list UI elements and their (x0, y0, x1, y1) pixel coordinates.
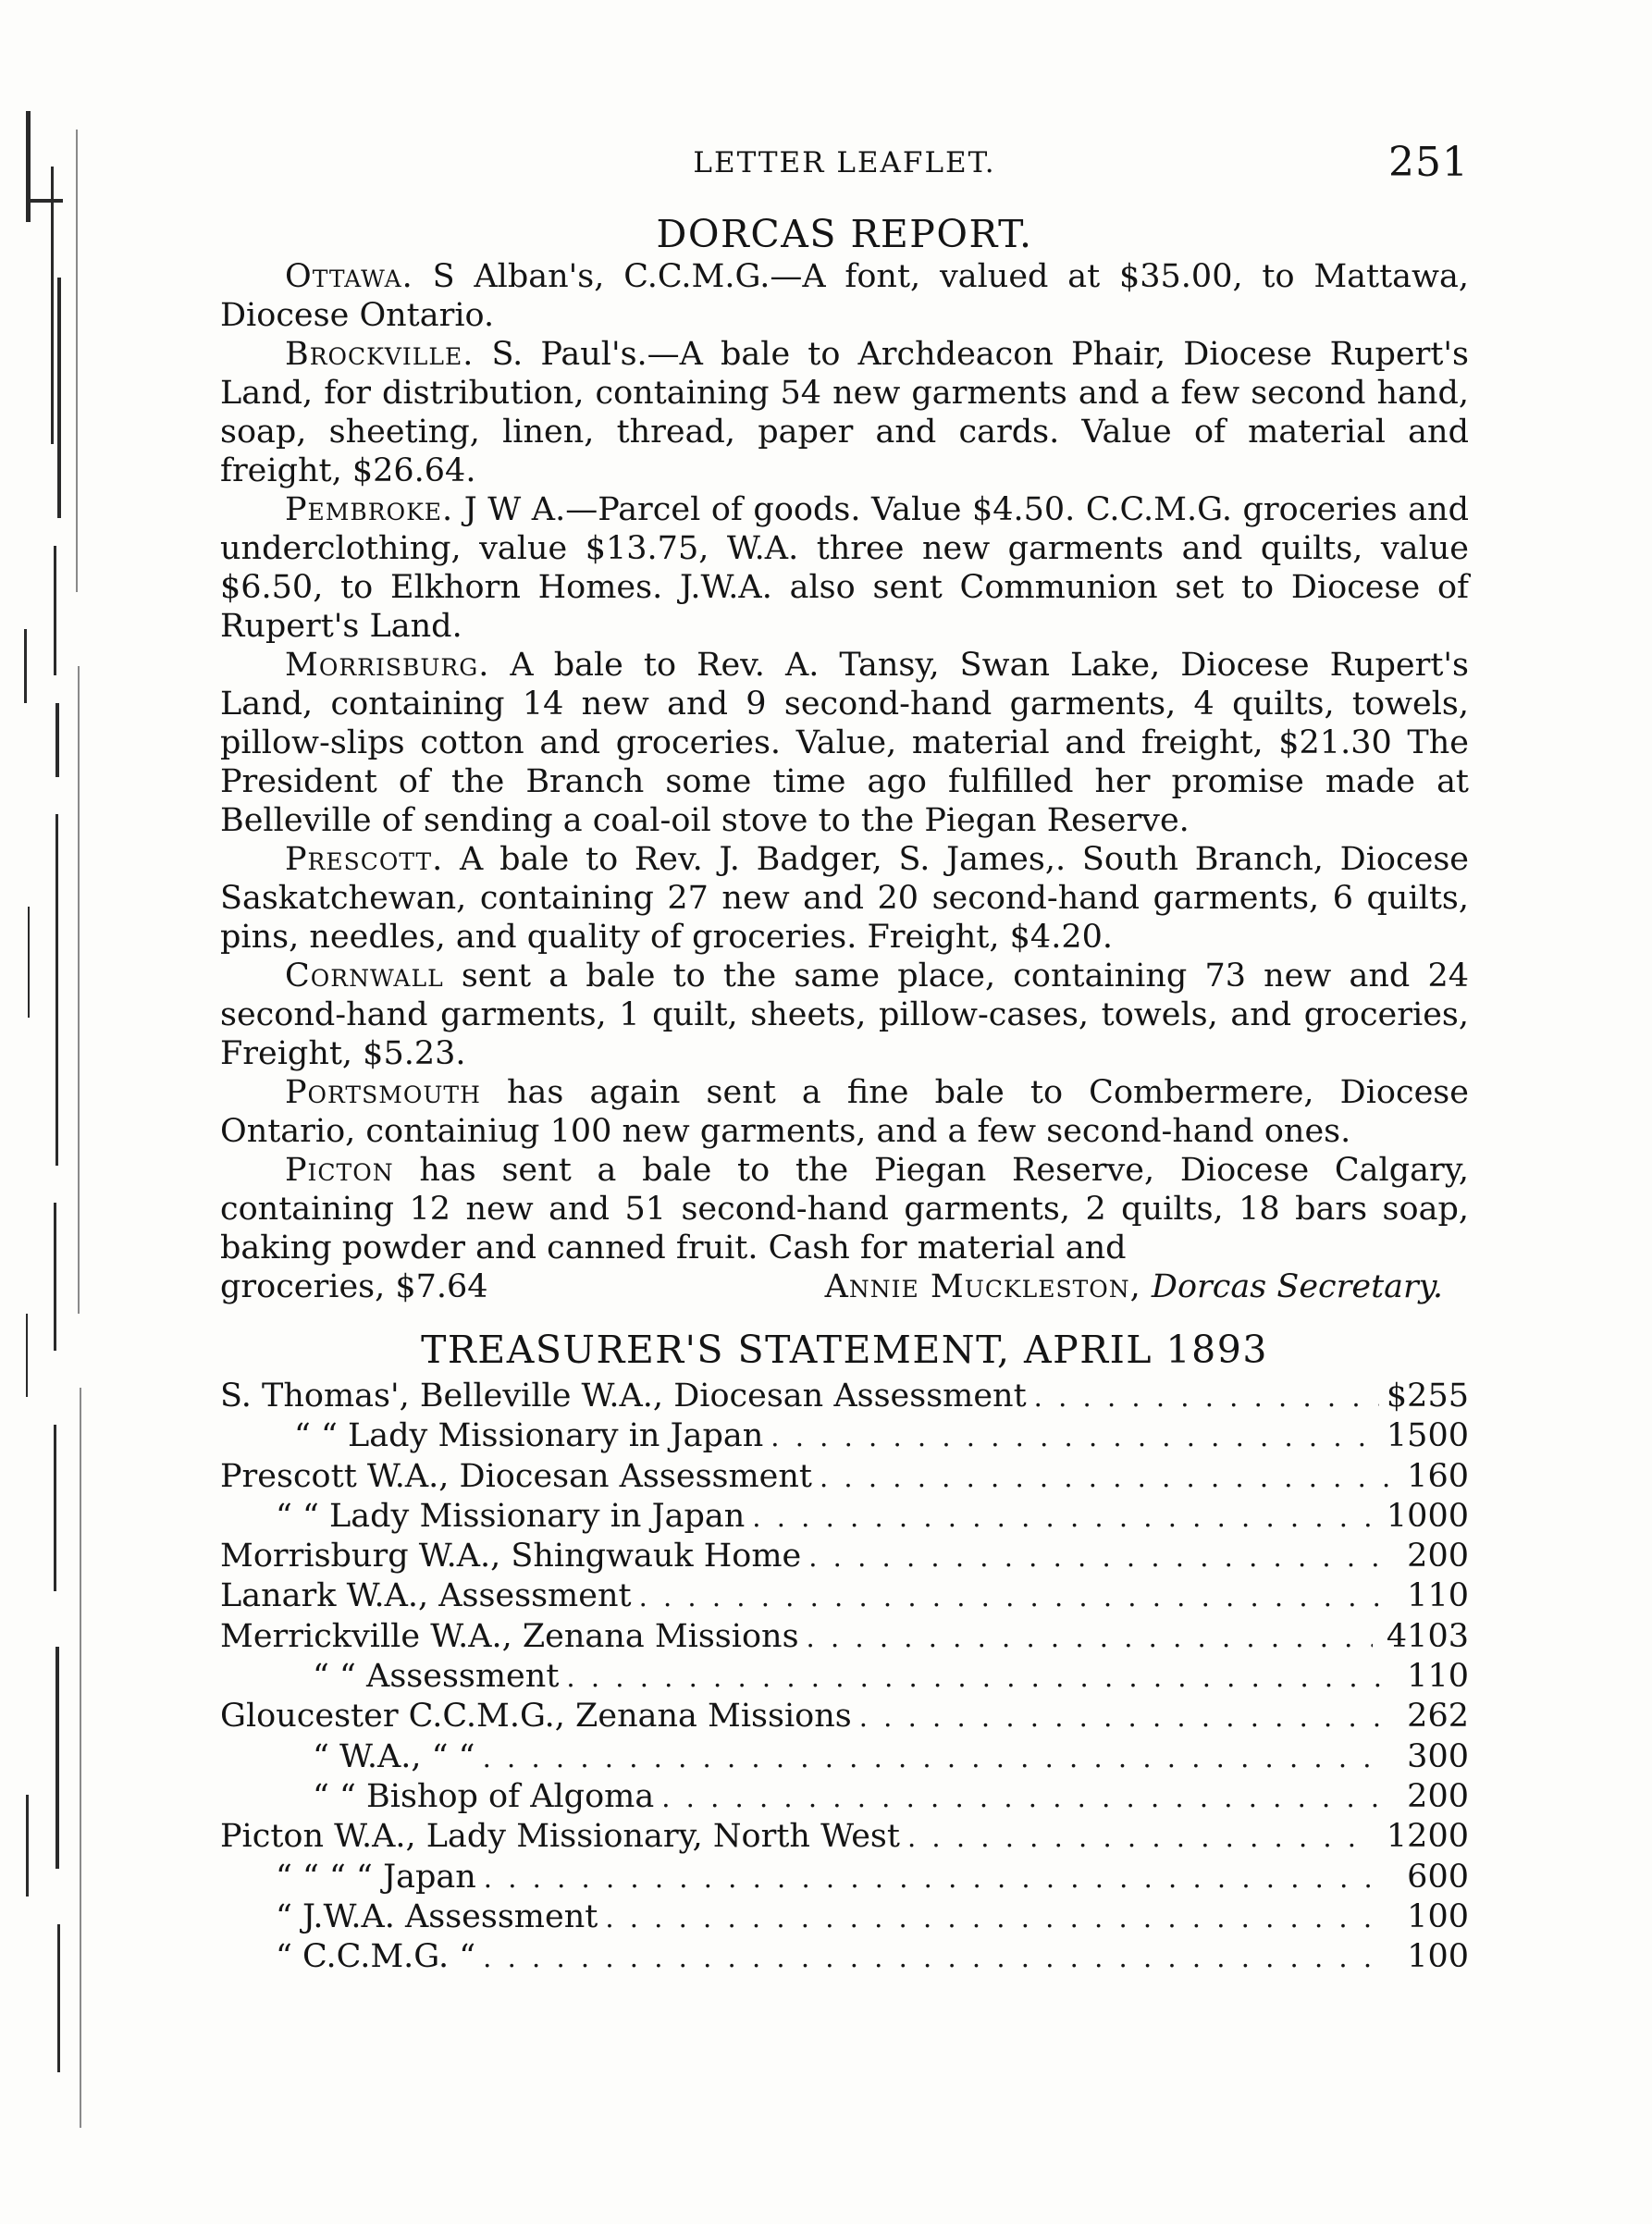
treasurer-ledger (220, 1377, 1469, 1977)
entry-text: A bale to Rev. A. Tansy, Swan Lake, Diocese Rupert's Land, containing 14 new and 9 second-hand garments, 4 quilts, towels, pillow-slips cotton and groceries. Value, material and freight, $21.30 The President of the Branch some time ago fulfilled her promise made at Belleville of sending a coal-oil stove to the Piegan Reserve. (220, 647, 1469, 839)
ledger-row (220, 1617, 1469, 1657)
signer-title: Dorcas Secretary. (1151, 1268, 1443, 1305)
ledger-cents: 00 (1427, 1818, 1469, 1856)
ledger-dollars: 2 (1407, 1698, 1428, 1736)
ledger-cents: 03 (1427, 1617, 1469, 1655)
leader-dots (605, 1898, 1387, 1937)
entry-text: S. Paul's.—A bale to Archdeacon Phair, Diocese Rupert's Land, for distribution, containing 54 new garments and a few second hand, soap, sheeting, linen, thread, paper and cards. Value of material and freight, $26.64. (220, 336, 1469, 489)
ledger-label: Picton W.A., Lady Missionary, North West (220, 1818, 900, 1856)
signer-name: Annie Muckleston, (824, 1268, 1141, 1305)
dorcas-entry (220, 335, 1469, 490)
binding-edge-scan-artifact (0, 111, 111, 2220)
dorcas-signature-line (220, 1267, 1469, 1306)
entry-place: Portsmouth (285, 1074, 481, 1111)
closing-text: groceries, $7.64 (220, 1268, 488, 1305)
ledger-row (220, 1737, 1469, 1777)
ledger-cents: 00 (1427, 1777, 1469, 1815)
ledger-cents: 00 (1427, 1497, 1469, 1535)
ledger-row (220, 1858, 1469, 1897)
ledger-dollars: 1 (1407, 1577, 1428, 1615)
ledger-row (220, 1537, 1469, 1576)
ledger-label: “ “ Lady Missionary in Japan (276, 1497, 746, 1535)
ledger-dollars: 10 (1386, 1497, 1428, 1535)
ledger-label: “ C.C.M.G. “ (276, 1938, 476, 1976)
ledger-dollars: 12 (1386, 1818, 1428, 1856)
ledger-dollars: 2 (1407, 1378, 1428, 1415)
leader-dots (483, 1738, 1383, 1777)
ledger-dollars: 1 (1407, 1897, 1428, 1935)
leader-dots (808, 1538, 1393, 1576)
ledger-cents: 62 (1427, 1698, 1469, 1736)
ledger-dollars: 41 (1386, 1617, 1428, 1655)
signature (825, 1267, 1443, 1306)
leader-dots (484, 1859, 1382, 1897)
ledger-dollars: 3 (1407, 1737, 1428, 1775)
dorcas-entry (220, 840, 1469, 957)
leader-dots (859, 1698, 1394, 1736)
entry-text: S Alban's, C.C.M.G.—A font, valued at $35.00, to Mattawa, Diocese Ontario. (220, 258, 1469, 334)
dorcas-entry (220, 1073, 1469, 1151)
ledger-label: Merrickville W.A., Zenana Missions (220, 1617, 799, 1655)
ledger-dollars: 1 (1407, 1938, 1428, 1976)
leader-dots (1034, 1378, 1379, 1416)
dorcas-entry (220, 646, 1469, 840)
ledger-cents: 10 (1427, 1577, 1469, 1615)
ledger-label: “ W.A., “ “ (313, 1737, 475, 1775)
ledger-label: Lanark W.A., Assessment (220, 1577, 632, 1615)
page-number: 251 (1388, 139, 1469, 186)
ledger-row (220, 1777, 1469, 1817)
entry-place: Brockville. (285, 336, 475, 373)
ledger-row (220, 1497, 1469, 1537)
ledger-label: “ “ Bishop of Algoma (313, 1777, 655, 1815)
ledger-cents: 55 (1427, 1378, 1469, 1415)
ledger-label: Prescott W.A., Diocesan Assessment (220, 1457, 812, 1495)
entry-place: Morrisburg. (285, 647, 490, 684)
leader-dots (639, 1577, 1388, 1616)
ledger-cents: 10 (1427, 1658, 1469, 1696)
leader-dots (907, 1818, 1374, 1857)
leader-dots (752, 1498, 1372, 1537)
ledger-row (220, 1657, 1469, 1697)
ledger-cents: 00 (1427, 1938, 1470, 1976)
ledger-row (220, 1416, 1469, 1456)
ledger-row (220, 1817, 1469, 1857)
entry-text: J W A.—Parcel of goods. Value $4.50. C.C.M.G. groceries and underclothing, value $13.75, W.A. three new garments and quilts, value $6.50, to Elkhorn Homes. J.W.A. also sent Communion set to Diocese of Rupert's Land. (220, 491, 1469, 645)
ledger-dollars: 2 (1407, 1777, 1428, 1815)
entry-text: has sent a bale to the Piegan Reserve, Diocese Calgary, containing 12 new and 51 second-hand garments, 2 quilts, 18 bars soap, baking powder and canned fruit. Cash for material and (220, 1152, 1469, 1266)
ledger-label: “ “ Assessment (313, 1658, 560, 1696)
leader-dots (483, 1938, 1382, 1977)
running-title: LETTER LEAFLET. (693, 146, 996, 179)
dorcas-entry (220, 257, 1469, 335)
ledger-dollars: 15 (1386, 1417, 1428, 1455)
entry-place: Prescott. (285, 841, 444, 878)
ledger-label: Gloucester C.C.M.G., Zenana Missions (220, 1698, 852, 1736)
ledger-label: “ “ Lady Missionary in Japan (294, 1417, 764, 1455)
ledger-label: S. Thomas', Belleville W.A., Diocesan Assessment (220, 1378, 1027, 1415)
ledger-cents: 00 (1427, 1858, 1469, 1896)
dorcas-entries (220, 257, 1469, 1306)
leader-dots (661, 1778, 1389, 1817)
ledger-label: “ J.W.A. Assessment (276, 1897, 598, 1935)
currency-sign: $ (1386, 1378, 1408, 1415)
ledger-dollars: 6 (1407, 1858, 1428, 1896)
ledger-row (220, 1457, 1469, 1497)
dorcas-entry (220, 957, 1469, 1073)
leader-dots (771, 1417, 1372, 1456)
dorcas-entry (220, 1151, 1469, 1267)
dorcas-report-title: DORCAS REPORT. (656, 212, 1033, 256)
leader-dots (820, 1458, 1393, 1497)
ledger-label: “ “ “ “ Japan (276, 1858, 476, 1896)
entry-place: Picton (285, 1152, 394, 1189)
ledger-row (220, 1576, 1469, 1616)
ledger-row (220, 1697, 1469, 1736)
entry-place: Pembroke. (285, 491, 454, 528)
entry-text: has again sent a fine bale to Combermere, Diocese Ontario, containiug 100 new garments, and a few second-hand ones. (220, 1074, 1469, 1150)
page (220, 139, 1469, 1977)
ledger-row (220, 1377, 1469, 1416)
entry-text: A bale to Rev. J. Badger, S. James,. South Branch, Diocese Saskatchewan, containing 27 new and 20 second-hand garments, 6 quilts, pins, needles, and quality of groceries. Freight, $4.20. (220, 841, 1469, 956)
ledger-dollars: 1 (1407, 1658, 1428, 1696)
ledger-cents: 00 (1427, 1897, 1469, 1935)
entry-text: sent a bale to the same place, containing 73 new and 24 second-hand garments, 1 quilt, sheets, pillow-cases, towels, and groceries, Freight, $5.23. (220, 958, 1469, 1072)
ledger-cents: 00 (1427, 1737, 1469, 1775)
ledger-label: Morrisburg W.A., Shingwauk Home (220, 1538, 802, 1575)
ledger-cents: 60 (1427, 1457, 1469, 1495)
ledger-row (220, 1897, 1469, 1937)
ledger-dollars: 2 (1407, 1538, 1428, 1575)
treasurer-statement-title: TREASURER'S STATEMENT, APRIL 1893 (421, 1328, 1268, 1372)
ledger-row (220, 1937, 1469, 1977)
running-header (220, 139, 1469, 204)
entry-place: Ottawa. (285, 258, 413, 295)
ledger-dollars: 1 (1407, 1457, 1428, 1495)
leader-dots (566, 1658, 1385, 1697)
dorcas-entry (220, 490, 1469, 646)
entry-place: Cornwall (285, 958, 444, 995)
ledger-cents: 00 (1427, 1417, 1469, 1455)
leader-dots (807, 1618, 1373, 1657)
ledger-cents: 00 (1427, 1538, 1469, 1575)
